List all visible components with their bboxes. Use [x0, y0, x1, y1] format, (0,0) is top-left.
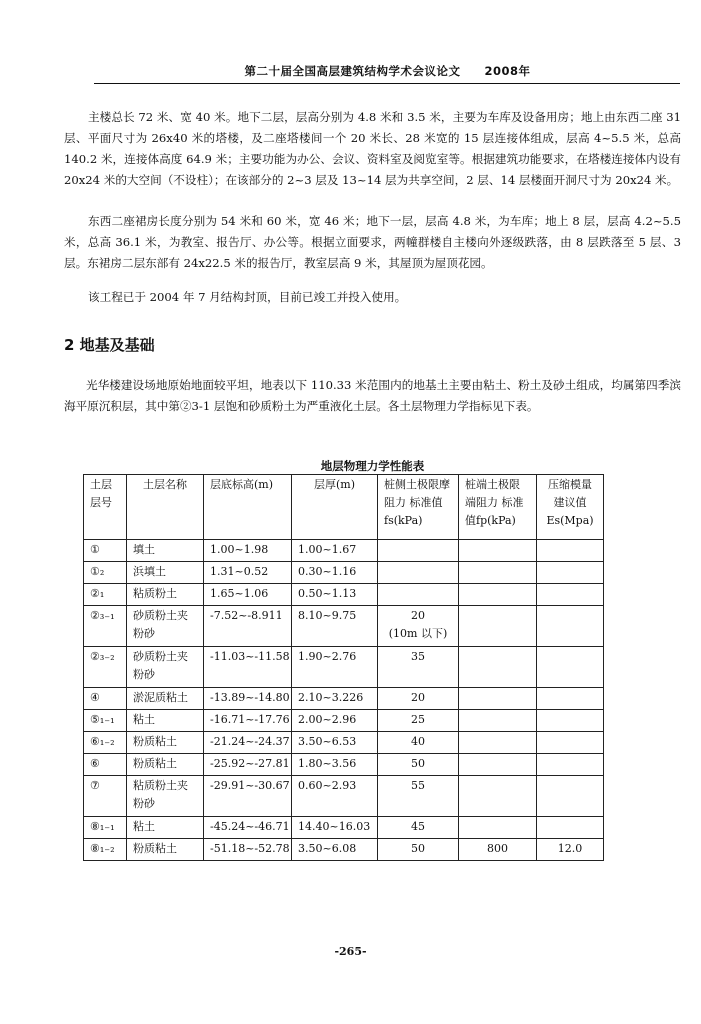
bottom-elevation-cell: -25.92~-27.81 [204, 754, 292, 776]
layer-no-cell: ①₂ [84, 562, 127, 584]
section-paragraph: 光华楼建设场地原始地面较平坦，地表以下 110.33 米范围内的地基土主要由粘土、粉土及砂土组成，均属第四季滨海平原沉积层，其中第②3-1 层饱和砂质粉土为严重液化土层。各土层物理力学指标见下表。 [64, 378, 681, 413]
layer-no-cell: ① [84, 540, 127, 562]
table-row [84, 606, 604, 647]
layer-name-cell: 淤泥质粘土 [127, 688, 204, 710]
running-header: 第二十届全国高层建筑结构学术会议论文 2008年 [244, 64, 531, 78]
end-resistance-cell [459, 647, 537, 688]
side-friction-cell: 50 [378, 839, 459, 861]
layer-no-cell: ②₃₋₁ [84, 606, 127, 647]
layer-name-cell: 粉质粘土 [127, 754, 204, 776]
thickness-cell: 1.80~3.56 [292, 754, 378, 776]
header-bottom-elevation: 层底标高(m) [204, 475, 292, 540]
end-resistance-cell [459, 562, 537, 584]
table-caption: 地层物理力学性能表 [320, 459, 425, 473]
layer-name-cell: 粉质粘土 [127, 732, 204, 754]
side-friction-cell: 50 [378, 754, 459, 776]
end-resistance-cell [459, 688, 537, 710]
layer-name-cell: 砂质粉土夹粉砂 [127, 606, 204, 647]
table-body [84, 540, 604, 861]
header-layer-no: 土层层号 [84, 475, 127, 540]
layer-name-cell: 填土 [127, 540, 204, 562]
side-friction-cell: 20 (10m 以下) [378, 606, 459, 647]
bottom-elevation-cell: -21.24~-24.37 [204, 732, 292, 754]
header-thickness: 层厚(m) [292, 475, 378, 540]
thickness-cell: 2.00~2.96 [292, 710, 378, 732]
table-row [84, 647, 604, 688]
layer-name-cell: 粘土 [127, 817, 204, 839]
bottom-elevation-cell: 1.65~1.06 [204, 584, 292, 606]
thickness-cell: 0.60~2.93 [292, 776, 378, 817]
layer-no-cell: ⑤₁₋₁ [84, 710, 127, 732]
side-friction-cell: 25 [378, 710, 459, 732]
layer-no-cell: ⑥ [84, 754, 127, 776]
soil-properties-table [83, 474, 604, 861]
layer-name-cell: 粘质粉土夹粉砂 [127, 776, 204, 817]
side-friction-cell: 20 [378, 688, 459, 710]
layer-no-cell: ⑥₁₋₂ [84, 732, 127, 754]
layer-name-cell: 粘土 [127, 710, 204, 732]
side-friction-cell [378, 562, 459, 584]
body-paragraph-1: 主楼总长 72 米、宽 40 米。地下二层，层高分别为 4.8 米和 3.5 米，主要为车库及设备用房；地上由东西二座 31 层、平面尺寸为 26x40 米的塔楼，及二座塔楼间一个 20 米长、28 米宽的 15 层连接体组成，层高 4~5.5 米，总高 140.2 米，连接体高度 64.9 米；主要功能为办公、会议、资料室及阅览室等。根据建筑功能要求，在塔楼连接体内设有 20x24 米的大空间（不设柱）；在该部分的 2~3 层及 13~14 层为共享空间，2 层、14 层楼面开洞尺寸为 20x24 米。 [64, 110, 681, 187]
table-row [84, 839, 604, 861]
end-resistance-cell [459, 776, 537, 817]
compression-modulus-cell [537, 540, 604, 562]
header-side-friction: 桩侧土极限摩阻力 标准值fs(kPa) [378, 475, 459, 540]
thickness-cell: 3.50~6.08 [292, 839, 378, 861]
table-row [84, 562, 604, 584]
header-rule [94, 83, 680, 84]
table-row [84, 776, 604, 817]
layer-no-cell: ④ [84, 688, 127, 710]
compression-modulus-cell: 12.0 [537, 839, 604, 861]
end-resistance-cell: 800 [459, 839, 537, 861]
body-paragraph-2: 东西二座裙房长度分别为 54 米和 60 米，宽 46 米；地下一层，层高 4.8 米，为车库；地上 8 层，层高 4.2~5.5 米，总高 36.1 米，为教室、报告厅、办公等。根据立面要求，两幢群楼自主楼向外逐级跌落，由 8 层跌落至 5 层、3 层。东裙房二层东部有 24x22.5 米的报告厅，教室层高 9 米，其屋顶为屋顶花园。 [64, 214, 681, 270]
end-resistance-cell [459, 817, 537, 839]
side-friction-cell [378, 584, 459, 606]
layer-name-cell: 粉质粘土 [127, 839, 204, 861]
compression-modulus-cell [537, 647, 604, 688]
bottom-elevation-cell: -13.89~-14.80 [204, 688, 292, 710]
table-row [84, 817, 604, 839]
bottom-elevation-cell: 1.31~0.52 [204, 562, 292, 584]
table-header-row [84, 475, 604, 540]
side-friction-cell [378, 540, 459, 562]
compression-modulus-cell [537, 754, 604, 776]
compression-modulus-cell [537, 776, 604, 817]
header-end-resistance: 桩端土极限端阻力 标准值fp(kPa) [459, 475, 537, 540]
section-heading: 2 地基及基础 [64, 336, 155, 354]
table-row [84, 710, 604, 732]
thickness-cell: 14.40~16.03 [292, 817, 378, 839]
end-resistance-cell [459, 710, 537, 732]
end-resistance-cell [459, 754, 537, 776]
compression-modulus-cell [537, 710, 604, 732]
thickness-cell: 0.30~1.16 [292, 562, 378, 584]
page-number: -265- [334, 945, 367, 958]
compression-modulus-cell [537, 817, 604, 839]
side-friction-cell: 45 [378, 817, 459, 839]
body-paragraph-3: 该工程已于 2004 年 7 月结构封顶，目前已竣工并投入使用。 [88, 290, 407, 304]
end-resistance-cell [459, 540, 537, 562]
end-resistance-cell [459, 584, 537, 606]
header-compression-modulus: 压缩模量建议值Es(Mpa) [537, 475, 604, 540]
table-row [84, 584, 604, 606]
side-friction-cell: 35 [378, 647, 459, 688]
bottom-elevation-cell: -29.91~-30.67 [204, 776, 292, 817]
table-row [84, 754, 604, 776]
compression-modulus-cell [537, 562, 604, 584]
layer-name-cell: 砂质粉土夹粉砂 [127, 647, 204, 688]
bottom-elevation-cell: -16.71~-17.76 [204, 710, 292, 732]
table-row [84, 688, 604, 710]
thickness-cell: 1.00~1.67 [292, 540, 378, 562]
layer-name-cell: 粘质粉土 [127, 584, 204, 606]
side-friction-cell: 40 [378, 732, 459, 754]
compression-modulus-cell [537, 732, 604, 754]
thickness-cell: 2.10~3.226 [292, 688, 378, 710]
bottom-elevation-cell: -51.18~-52.78 [204, 839, 292, 861]
end-resistance-cell [459, 732, 537, 754]
layer-no-cell: ⑧₁₋₁ [84, 817, 127, 839]
layer-no-cell: ⑦ [84, 776, 127, 817]
bottom-elevation-cell: -11.03~-11.58 [204, 647, 292, 688]
layer-no-cell: ⑧₁₋₂ [84, 839, 127, 861]
table-row [84, 732, 604, 754]
compression-modulus-cell [537, 688, 604, 710]
header-layer-name: 土层名称 [127, 475, 204, 540]
thickness-cell: 8.10~9.75 [292, 606, 378, 647]
thickness-cell: 0.50~1.13 [292, 584, 378, 606]
compression-modulus-cell [537, 606, 604, 647]
bottom-elevation-cell: -45.24~-46.71 [204, 817, 292, 839]
layer-no-cell: ②₃₋₂ [84, 647, 127, 688]
compression-modulus-cell [537, 584, 604, 606]
end-resistance-cell [459, 606, 537, 647]
thickness-cell: 3.50~6.53 [292, 732, 378, 754]
bottom-elevation-cell: -7.52~-8.911 [204, 606, 292, 647]
layer-no-cell: ②₁ [84, 584, 127, 606]
layer-name-cell: 浜填土 [127, 562, 204, 584]
side-friction-cell: 55 [378, 776, 459, 817]
thickness-cell: 1.90~2.76 [292, 647, 378, 688]
bottom-elevation-cell: 1.00~1.98 [204, 540, 292, 562]
table-row [84, 540, 604, 562]
